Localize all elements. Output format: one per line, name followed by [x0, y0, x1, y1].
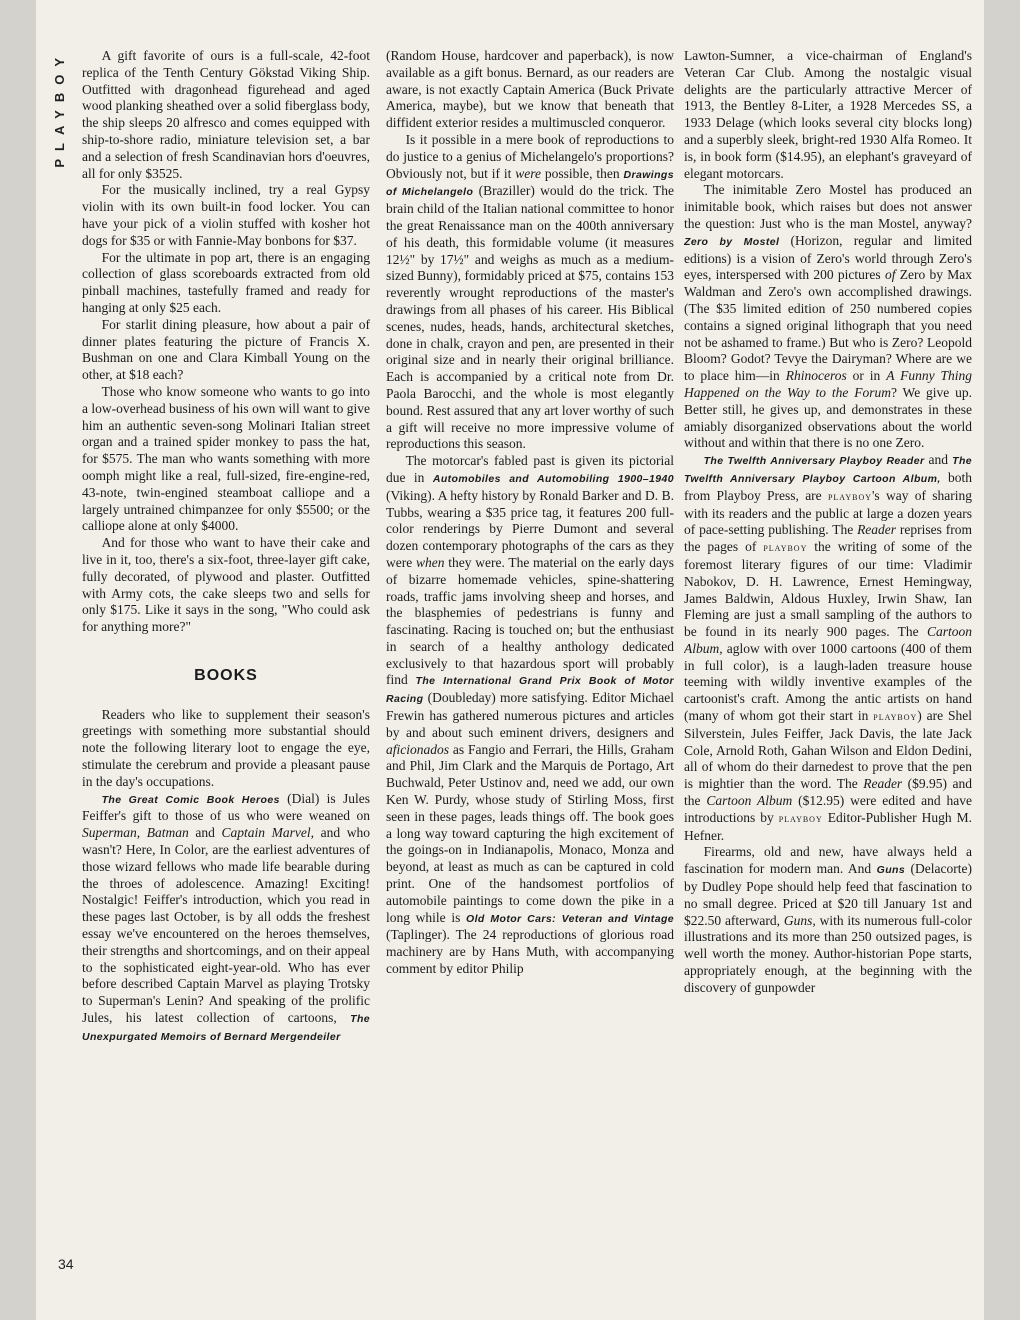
paragraph — [82, 791, 370, 1046]
paragraph: Readers who like to supplement their season's greetings with something more substantial should note the following literary loot to engage the eye, stimulate the cerebrum and provide a pleasant pause in the day's occupations. — [82, 706, 370, 789]
book-title: Automobiles and Automobiling 1900–1940 — [432, 472, 674, 485]
text-run: Cartoon Album — [706, 793, 793, 809]
book-title: Guns — [876, 864, 906, 877]
text-run: Reader — [863, 776, 903, 792]
book-title: The Twelfth Anniversary Playboy Reader — [703, 455, 925, 468]
column-2 — [386, 48, 674, 1300]
paragraph: Those who know someone who wants to go into a low-overhead business of his own will want to give him an authentic seven-song Molinari Italian street organ and a trained spider monkey to pass the hat, for $575. The man who wants something with more oomph might like a real, full-sized, fire-engine-red, 43-note, twin-engined steamboat calliope and a largely untrained chimpanzee for only $5500; or the calliope alone at only $4000. — [82, 383, 370, 534]
paragraph: Lawton-Sumner, a vice-chairman of England's Veteran Car Club. Among the nostalgic visual delights are the particularly attractive Mercer of 1913, the Bentley 8-Liter, a 1928 Mercedes SS, a 1933 Delage (which looks several city blocks long) and a superbly sleek, bright-red 1930 Alfa Romeo. It is, in book form ($14.95), an elephant's graveyard of elegant motorcars. — [684, 48, 972, 181]
text-run: playboy — [827, 490, 872, 503]
text-run: were — [515, 165, 542, 181]
text-run: of — [884, 267, 896, 283]
paragraph — [386, 453, 674, 978]
text-run: Cartoon Album, — [684, 624, 972, 656]
text-run: (Viking). A hefty history by Ronald Barker and D. B. Tubbs, wearing a $35 price tag, it features 200 full-color renderings by Pierre Dumont and several dozen contemporary photographs of the cars as they were — [386, 487, 674, 570]
text-run: Reader — [857, 522, 897, 538]
text-run: ($9.95) and the — [684, 776, 972, 809]
text-run: with its numerous full-color illustrations and its more than 250 outsized pages, is well worth the money. Author-historian Pope starts, appropriately enough, at the beginning with the discovery of gunpowder — [684, 912, 972, 995]
book-title: The Twelfth Anniversary Playboy Cartoon Album, — [684, 455, 972, 485]
text-run: Superman, Batman — [82, 825, 189, 841]
paragraph: For starlit dining pleasure, how about a pair of dinner plates featuring the picture of Francis X. Bushman on one and Clara Kimball Young on the other, at $18 each? — [82, 316, 370, 383]
text-run: aglow with over 1000 cartoons (400 of them in full color), is a laugh-laden treasure house teeming with wildly inventive examples of the cartoonist's craft. Among the antic artists on hand (many of whom got their start in — [684, 640, 972, 724]
page-number: 34 — [58, 1256, 74, 1272]
paragraph: And for those who want to have their cake and live in it, too, there's a six-foot, three-layer gift cake, fully decorated, of plywood and plaster. Outfitted with Army cots, the cake sleeps two and sells for only $175. Like it says in the song, "Who could ask for anything more?" — [82, 535, 370, 635]
section-heading: BOOKS — [194, 666, 258, 684]
spine-label: PLAYBOY — [52, 50, 67, 168]
paragraph: For the musically inclined, try a real Gypsy violin with its own built-in food locker. You can have your pick of a violin stuffed with kosher hot dogs for $35 or with Fannie-May bonbons for $37. — [82, 182, 370, 248]
paragraph — [386, 132, 674, 453]
text-run: reprises from the pages of — [684, 522, 972, 555]
text-run: (Dial) is Jules Feiffer's gift to those of us who were weaned on — [82, 790, 370, 824]
book-title: Old Motor Cars: Veteran and Vintage — [466, 912, 674, 925]
text-run: and — [188, 825, 222, 841]
text-run: ) are Shel Silverstein, Jules Feiffer, Jack Davis, the late Jack Cole, Arnold Roth, Gahan Wilson and Eldon Dedini, all of whom do their darnedest to prove that the pen is mightier than the word. The — [684, 708, 972, 792]
text-run: Editor-Publisher Hugh M. Hefner. — [684, 809, 972, 843]
text-run: Guns, — [783, 912, 816, 928]
text-run: and — [924, 452, 953, 468]
text-run: the writing of some of the foremost literary figures of our time: Vladimir Nabokov, D. H. Lawrence, Ernest Hemingway, James Baldwin, Aldous Huxley, Irwin Shaw, Ian Fleming are just a small sampling of the authors to be found in its nearly 900 pages. The — [684, 539, 972, 640]
paragraph — [684, 844, 972, 996]
text-run: (Taplinger). The 24 reproductions of glorious road machinery are by Hans Muth, with accompanying comment by editor Philip — [386, 927, 674, 977]
text-run: (Braziller) would do the trick. The brain child of the Italian national committee to honor the great Renaissance man on the 400th anniversary of his death, this formidable volume (it measures 12½" by 17½" and weighs as much as a medium-sized Bunny), formidably priced at $75, contains 153 reverently wrought reproductions of the master's drawings from all phases of his career. His Biblical scenes, nudes, heads, hands, architectural sketches, done in chalk, crayon and pen, are presented in their original size and in nearly their original brilliance. Each is accompanied by a critical note from Dr. Paola Barocchi, and the whole is most elegantly bound. Rest assured that any art lover worthy of such a gift will receive no more impressive volume of reproductions this season. — [386, 183, 674, 452]
text-run: aficionados — [386, 741, 449, 757]
text-run: playboy — [873, 711, 918, 724]
paragraph — [684, 182, 972, 452]
book-title: The Great Comic Book Heroes — [101, 793, 280, 806]
text-run: both from Playboy Press, are — [684, 469, 972, 503]
text-run: as Fangio and Ferrari, the Hills, Graham and Phil, Jim Clark and the Marquis de Portago, Art Buchwald, Peter Ustinov and, need we add, our own Ken W. Purdy, whose study of Stirling Moss, first seen in these pages, leads things off. The book goes a long way toward capturing the high excitement of the goings-on in Indianapolis, Monaco, Monza and beyond, at least as much as can be captured in cold print. One of the handsomest portfolios of automobile paintings to come down the pike in a long while is — [386, 741, 674, 925]
text-run: or in — [846, 368, 887, 384]
book-title: The Unexpurgated Memoirs of Bernard Mergendeiler — [82, 1013, 370, 1043]
text-run: (Doubleday) more satisfying. Editor Michael Frewin has gathered numerous pictures and articles by and about such eminent drivers, designers and — [386, 690, 674, 740]
column-1 — [82, 48, 370, 1300]
column-3 — [684, 48, 972, 1300]
text-run: they were. The material on the early days of bizarre homemade vehicles, spine-shattering roads, traffic jams involving sheep and horses, and the blasphemies of pedestrians is funny and fascinating. Racing is touched on; but the enthusiast in search of a healthy anthology dedicated exclusively to that hazardous sport will probably find — [386, 554, 674, 688]
text-run: ? We give up. Better still, he gives up, and demonstrates in these amiably disorganized observations about the world without and within that there is no one Zero. — [684, 384, 972, 451]
text-run: possible, then — [541, 165, 624, 181]
text-run: ($12.95) were edited and have introductions by — [684, 793, 972, 825]
text-run: (Delacorte) by Dudley Pope should help feed that fascination to no small degree. Priced at $20 till January 1st and $22.50 afterward, — [684, 861, 972, 928]
text-run: (Horizon, regular and limited editions) is a vision of Zero's world through Zero's eyes, interspersed with 200 pictures — [684, 232, 972, 283]
text-run: A Funny Thing Happened on the Way to the Forum — [684, 368, 972, 400]
text-run: The motorcar's fabled past is given its pictorial due in — [386, 453, 674, 485]
text-run: playboy — [763, 542, 808, 555]
text-run: and who wasn't? Here, In Color, are the earliest adventures of those wizard fellows who made life bearable during the throes of adolescence. Amazing! Exciting! Nostalgic! Feiffer's introduction, which you read in these pages last October, is by all odds the freshest essay we've encountered on the heroes themselves, their strengths and shortcomings, and on their appeal to the sophisticated eight-year-old. Who has ever before described Captain Marvel as playing Trotsky to Superman's Lenin? And speaking of the prolific Jules, his latest collection of cartoons, — [82, 825, 370, 1026]
text-run: Firearms, old and new, have always held a fascination for modern man. And — [684, 844, 972, 877]
text-run: The inimitable Zero Mostel has produced an inimitable book, which raises but does not answer the question: Just who is the man Mostel, anyway? — [684, 182, 972, 231]
text-run: Is it possible in a mere book of reproductions to do justice to a genius of Michelangelo's proportions? Obviously not, but if it — [386, 131, 674, 181]
book-title: Zero by Mostel — [684, 235, 780, 248]
text-run: Captain Marvel, — [221, 825, 314, 841]
book-title: Drawings of Michelangelo — [386, 168, 674, 199]
text-run: Rhinoceros — [785, 368, 847, 384]
text-run: 's way of sharing with its readers and the public at large a dozen years of pace-setting publishing. The — [684, 487, 972, 538]
book-title: The International Grand Prix Book of Motor Racing — [386, 675, 674, 706]
paragraph: For the ultimate in pop art, there is an engaging collection of glass scoreboards extracted from old pinball machines, tastefully framed and ready for hanging at only $25 each. — [82, 249, 370, 315]
text-run: Zero by Max Waldman and Zero's own accomplished drawings. (The $35 limited edition of 250 numbered copies contains a signed original lithograph that you need not be ashamed to frame.) But who is Zero? Leopold Bloom? Godot? Tevye the Dairyman? Where are we to place him—in — [684, 267, 972, 384]
text-run: playboy — [778, 812, 823, 825]
paragraph — [684, 452, 972, 844]
paragraph: A gift favorite of ours is a full-scale, 42-foot replica of the Tenth Century Gökstad Viking Ship. Outfitted with dragonhead figurehead and aged wood planking sheathed over a solid fiberglass body, the ship sleeps 20 alfresco and comes equipped with ship-to-shore radio, miniature television set, a bar and a selection of fresh Scandinavian hors d'oeuvres, all for only $3525. — [82, 48, 370, 181]
paragraph: (Random House, hardcover and paperback), is now available as a gift bonus. Bernard, as our readers are aware, is not exactly Captain America (Buck Private America, maybe), but we know that beneath that diffident exterior resides a multimuscled conqueror. — [386, 48, 674, 131]
text-run: when — [415, 554, 445, 570]
